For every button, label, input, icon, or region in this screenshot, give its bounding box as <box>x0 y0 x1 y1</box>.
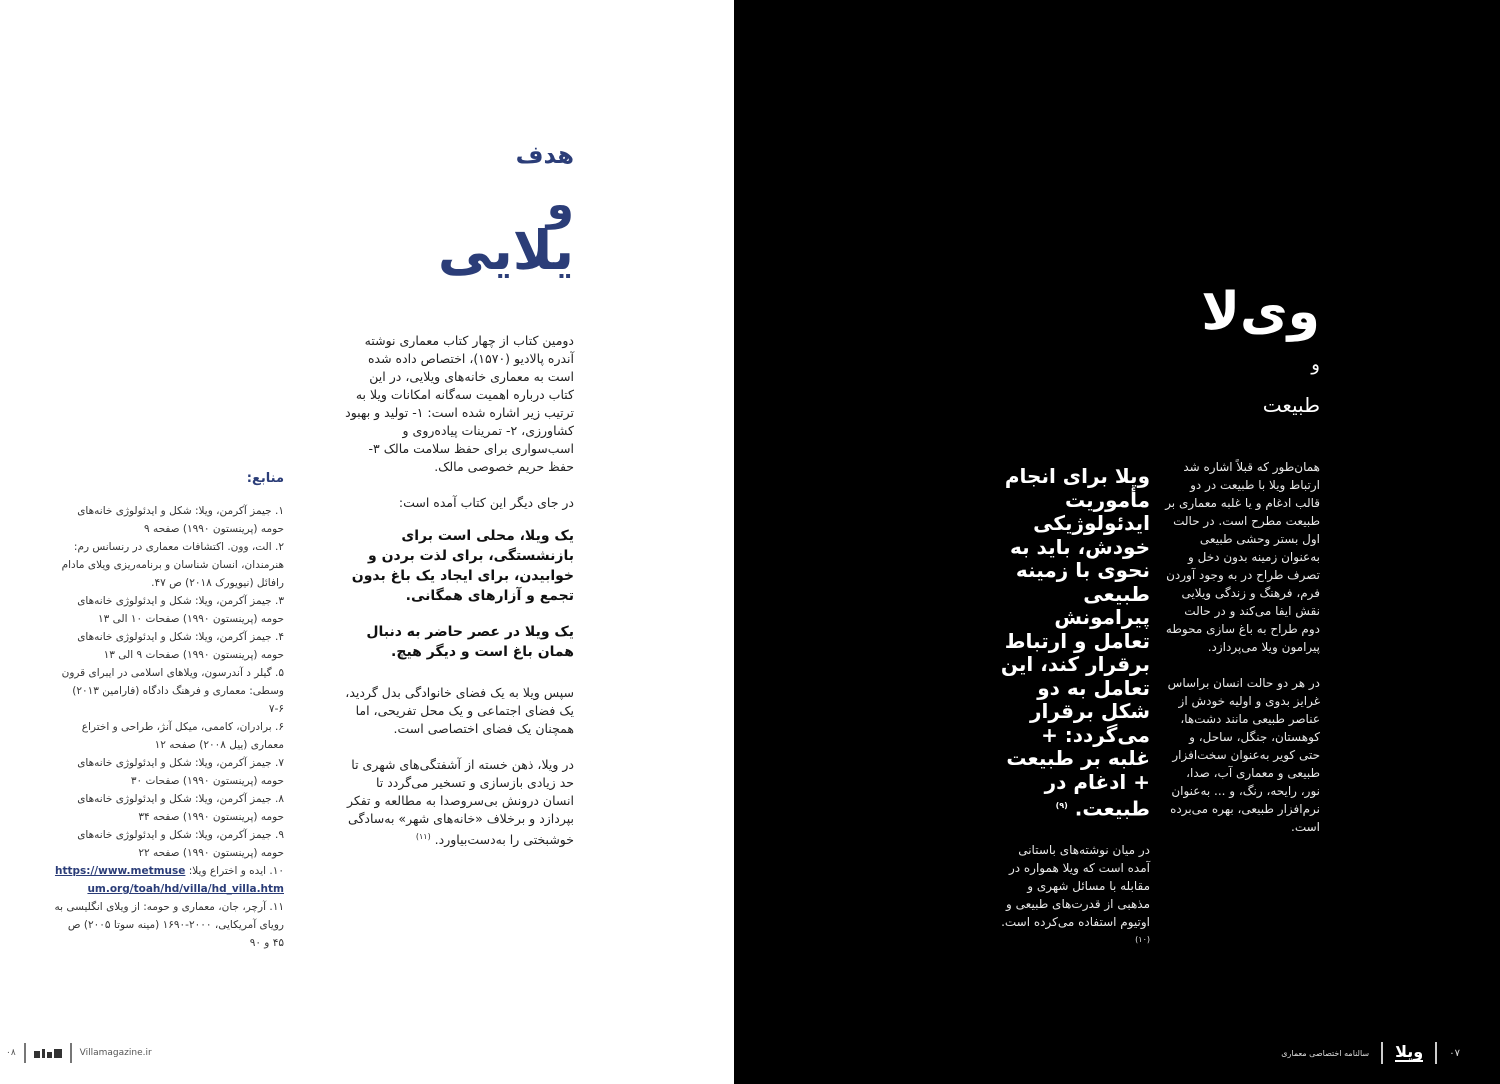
pull-quote-text: ویلا برای انجام مأموریت ایدئولوژیکی خودش، باید به نحوی با زمینه طبیعی پیرامونش تعامل و ارتباط برقرار کند، این تعامل به دو شکل برقرار می‌گردد: + غلبه بر طبیعت + ادغام در طبیعت. <box>1000 464 1150 821</box>
title-line-2: و <box>546 179 574 230</box>
title-line-2: و <box>1311 354 1320 375</box>
website-link[interactable]: Villamagazine.ir <box>79 1048 152 1058</box>
block-quote: یک ویلا، محلی است برای بازنشستگی، برای لذت بردن و خوابیدن، برای ایجاد یک باغ بدون تجمع و آزارهای همگانی. <box>351 528 574 604</box>
reference-item: ۸. جیمز آکرمن، ویلا: شکل و ایدئولوژی خانه‌های حومه (پرینستون ۱۹۹۰) صفحه ۳۴ <box>77 793 284 823</box>
magazine-logo: ویلا <box>1395 1042 1424 1061</box>
footnote-ref[interactable]: (۱۰) <box>1135 935 1150 945</box>
pull-quote <box>1000 465 1150 821</box>
footer-left <box>6 1042 152 1064</box>
reference-item: ۷. جیمز آکرمن، ویلا: شکل و ایدئولوژی خانه‌های حومه (پرینستون ۱۹۹۰) صفحات ۳۰ <box>77 757 284 787</box>
reference-item: ۹. جیمز آکرمن، ویلا: شکل و ایدئولوژی خانه‌های حومه (پرینستون ۱۹۹۰) صفحه ۲۲ <box>77 829 284 859</box>
paragraph <box>342 756 574 849</box>
magazine-tagline: سالنامه اختصاصی معماری <box>1281 1048 1370 1058</box>
reference-item: ۴. جیمز آکرمن، ویلا: شکل و ایدئولوژی خانه‌های حومه (پرینستون ۱۹۹۰) صفحات ۹ الی ۱۳ <box>77 631 284 661</box>
page-number: ۰۷ <box>1449 1047 1460 1059</box>
title-line-3: یلایی <box>437 219 574 282</box>
main-article-column <box>342 332 574 867</box>
section-title <box>1120 282 1320 417</box>
reference-item: ۱. جیمز آکرمن، ویلا: شکل و ایدئولوژی خانه‌های حومه (پرینستون ۱۹۹۰) صفحه ۹ <box>77 505 284 535</box>
reference-item <box>54 862 284 898</box>
divider <box>70 1043 72 1063</box>
paragraph: سپس ویلا به یک فضای خانوادگی بدل گردید، یک فضای اجتماعی و یک محل تفریحی، اما همچنان یک فضای اختصاصی است. <box>345 685 574 736</box>
references-section <box>54 470 284 952</box>
page-number: ۰۸ <box>6 1048 16 1058</box>
divider <box>24 1043 26 1063</box>
references-title: منابع: <box>246 471 284 486</box>
left-page <box>0 0 734 1084</box>
paragraph: دومین کتاب از چهار کتاب معماری نوشته آندره پالادیو (۱۵۷۰)، اختصاص داده شده است به معماری خانه‌های ویلایی، در این کتاب درباره اهمیت سه‌گانه امکانات ویلا به ترتیب زیر اشاره شده است: ۱- تولید و بهبود کشاورزی، ۲- تمرینات پیاده‌روی و اسب‌سواری برای حفظ سلامت مالک ۳- حفظ حریم خصوصی مالک. <box>345 333 574 474</box>
paragraph-text: در ویلا، ذهن خسته از آشفتگی‌های شهری تا حد زیادی بازسازی و تسخیر می‌گردد تا انسان درونش بی‌سروصدا به مطالعه و تفکر بپردازد و برخلاف «خانه‌های شهر» به‌سادگی خوشبختی را به‌دست‌بیاورد. <box>346 757 574 848</box>
title-line-1: وی‌لا <box>1201 282 1320 342</box>
reference-link[interactable]: https://www.metmuseum.org/toah/hd/villa/hd_villa.htm <box>54 865 284 895</box>
reference-prefix: ۱۰. ایده و اختراع ویلا: <box>188 865 284 877</box>
divider <box>1435 1042 1437 1064</box>
article-column-2 <box>1000 465 1150 952</box>
reference-item: ۱۱. آرچر، جان، معماری و حومه: از ویلای انگلیسی به رویای آمریکایی، ۲۰۰۰-۱۶۹۰ (مینه سوتا ۲۰۰۵) ص ۴۵ و ۹۰ <box>54 901 284 949</box>
paragraph-text: در میان نوشته‌های باستانی آمده است که ویلا همواره در مقابله با مسائل شهری و مذهبی از قدرت‌های طبیعی و اوتیوم استفاده می‌کرده است. <box>1001 843 1150 930</box>
reference-item: ۶. برادران، کاممی، میکل آنژ، طراحی و اختراع معماری (ییل ۲۰۰۸) صفحه ۱۲ <box>81 721 284 751</box>
paragraph: همان‌طور که قبلاً اشاره شد ارتباط ویلا با طبیعت در دو قالب ادغام و یا غلبه معماری بر طبیعت مطرح است. در حالت اول بستر وحشی طبیعی به‌عنوان زمینه بدون دخل و تصرف طراح در به وجود آوردن فرم، فرهنگ و زندگی ویلایی نقش ایفا می‌کند و در حالت دوم طراح به باغ سازی محوطه پیرامون ویلا می‌پردازد. <box>1165 460 1320 654</box>
reference-item: ۵. گیلر د آندرسون، ویلاهای اسلامی در ایبرای قرون وسطی: معماری و فرهنگ دادگاه (فارامین ۲۰۱۳) ۶-۷ <box>61 667 284 715</box>
reference-item: ۲. الت، وون. اکتشافات معماری در رنسانس رم: هنرمندان، انسان شناسان و برنامه‌ریزی ویلای مادام رافائل (نیویورک ۲۰۱۸) ص ۴۷. <box>61 541 284 589</box>
block-quote: یک ویلا در عصر حاضر به دنبال همان باغ است و دیگر هیچ. <box>366 624 574 660</box>
title-line-3: طبیعت <box>1262 393 1320 417</box>
title-line-1: هدف <box>515 141 574 169</box>
footer-right <box>1281 1042 1460 1064</box>
paragraph <box>1000 841 1150 952</box>
reference-item: ۳. جیمز آکرمن، ویلا: شکل و ایدئولوژی خانه‌های حومه (پرینستون ۱۹۹۰) صفحات ۱۰ الی ۱۳ <box>77 595 284 625</box>
paragraph: در جای دیگر این کتاب آمده است: <box>398 495 574 510</box>
footnote-ref[interactable]: (۱۱) <box>415 832 431 841</box>
footnote-ref[interactable]: (۹) <box>1055 801 1068 810</box>
page-title <box>374 141 574 282</box>
paragraph: در هر دو حالت انسان براساس غرایز بدوی و اولیه خودش از عناصر طبیعی مانند دشت‌ها، کوهستان، جنگل، ساحل، و حتی کویر به‌عنوان سخت‌افزار طبیعی و معماری آب، صدا، نور، رایحه، رنگ، و ... به‌عنوان نرم‌افزار طبیعی، بهره می‌برده است. <box>1167 676 1320 834</box>
article-column-1 <box>1165 458 1320 854</box>
magazine-logo-icon <box>34 1049 62 1058</box>
right-page <box>734 0 1500 1084</box>
divider <box>1381 1042 1383 1064</box>
